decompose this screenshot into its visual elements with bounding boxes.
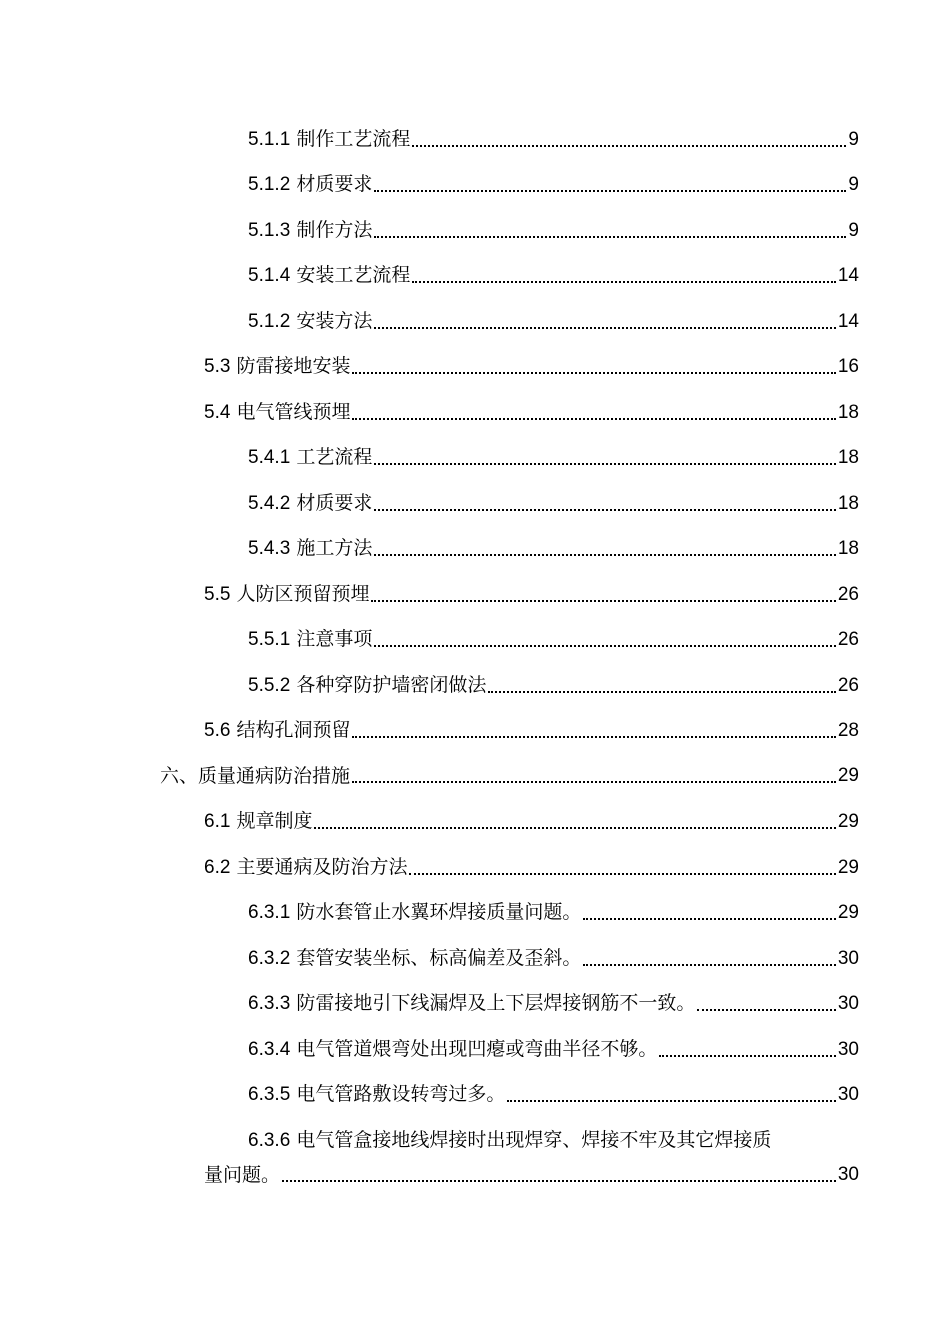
toc-entry[interactable] [248, 218, 859, 243]
toc-entry-title: 6.3.4 电气管道煨弯处出现凹瘪或弯曲半径不够。 [248, 1038, 658, 1060]
toc-entry[interactable] [248, 536, 859, 561]
toc-page-number: 28 [837, 720, 859, 741]
toc-entry[interactable] [204, 400, 859, 425]
toc-entry-title: 5.5 人防区预留预埋 [204, 583, 370, 605]
toc-entry-wrapped[interactable] [204, 1128, 859, 1187]
toc-page-number: 16 [837, 356, 859, 377]
dot-leader [352, 372, 835, 374]
toc-entry-title: 5.1.1 制作工艺流程 [248, 128, 411, 150]
dot-leader [282, 1180, 836, 1182]
toc-page-number: 29 [837, 902, 859, 923]
dot-leader [352, 418, 835, 420]
dot-leader [374, 327, 836, 329]
toc-page-number: 9 [848, 220, 859, 241]
toc-entry[interactable] [248, 673, 859, 698]
dot-leader [583, 964, 836, 966]
toc-entry-title: 5.3 防雷接地安装 [204, 355, 351, 377]
toc-entry[interactable] [204, 354, 859, 379]
toc-entry[interactable] [248, 445, 859, 470]
dot-leader [352, 736, 835, 738]
dot-leader [371, 600, 835, 602]
dot-leader [374, 554, 836, 556]
dot-leader [583, 918, 836, 920]
toc-entry[interactable] [248, 946, 859, 971]
toc-entry-title: 6.1 规章制度 [204, 810, 313, 832]
toc-entry-title: 6.3.2 套管安装坐标、标高偏差及歪斜。 [248, 947, 582, 969]
toc-entry-title: 6.3.1 防水套管止水翼环焊接质量问题。 [248, 901, 582, 923]
toc-page-number: 29 [837, 857, 859, 878]
dot-leader [697, 1009, 836, 1011]
toc-entry-title: 5.5.2 各种穿防护墙密闭做法 [248, 674, 487, 696]
dot-leader [507, 1100, 836, 1102]
toc-entry[interactable] [248, 1037, 859, 1062]
dot-leader [659, 1055, 836, 1057]
toc-page-number: 29 [837, 811, 859, 832]
dot-leader [374, 190, 846, 192]
dot-leader [374, 463, 836, 465]
toc-entry-title: 5.1.4 安装工艺流程 [248, 264, 411, 286]
toc-entry[interactable] [248, 309, 859, 334]
toc-entry-title: 5.5.1 注意事项 [248, 628, 373, 650]
toc-entry-title: 6.2 主要通病及防治方法 [204, 856, 408, 878]
toc-page-number: 18 [837, 538, 859, 559]
toc-page-number: 30 [837, 1164, 859, 1185]
toc-entry-title-continued: 量问题。 [204, 1164, 281, 1186]
toc-page-number: 9 [848, 174, 859, 195]
toc-chapter-entry[interactable] [160, 764, 859, 788]
toc-entry-title: 5.1.2 材质要求 [248, 173, 373, 195]
toc-entry-title: 5.1.2 安装方法 [248, 310, 373, 332]
toc-page-number: 14 [837, 311, 859, 332]
toc-entry-title: 5.4.1 工艺流程 [248, 446, 373, 468]
toc-entry-title: 6.3.3 防雷接地引下线漏焊及上下层焊接钢筋不一致。 [248, 992, 696, 1014]
dot-leader [374, 509, 836, 511]
toc-page-number: 14 [837, 265, 859, 286]
toc-page-number: 30 [837, 948, 859, 969]
toc-entry[interactable] [248, 263, 859, 288]
toc-page-number: 26 [837, 629, 859, 650]
toc-page-number: 29 [837, 765, 859, 786]
toc-entry[interactable] [204, 582, 859, 607]
dot-leader [352, 781, 836, 783]
toc-entry-title: 6.3.5 电气管路敷设转弯过多。 [248, 1083, 506, 1105]
toc-page-number: 30 [837, 993, 859, 1014]
toc-entry[interactable] [248, 491, 859, 516]
toc-page-number: 18 [837, 447, 859, 468]
toc-page-number: 30 [837, 1084, 859, 1105]
toc-page-number: 18 [837, 493, 859, 514]
toc-page-number: 30 [837, 1039, 859, 1060]
dot-leader [488, 691, 836, 693]
toc-entry-title: 5.6 结构孔洞预留 [204, 719, 351, 741]
toc-entry[interactable] [248, 127, 859, 152]
dot-leader [374, 236, 846, 238]
toc-entry-title: 六、质量通病防治措施 [160, 765, 351, 787]
toc-entry-title: 5.4 电气管线预埋 [204, 401, 351, 423]
toc-entry-title: 6.3.6 电气管盒接地线焊接时出现焊穿、焊接不牢及其它焊接质 [248, 1129, 772, 1151]
toc-page-number: 18 [837, 402, 859, 423]
toc-entry[interactable] [248, 627, 859, 652]
dot-leader [412, 281, 836, 283]
toc-entry-title: 5.4.2 材质要求 [248, 492, 373, 514]
dot-leader [412, 145, 846, 147]
toc-page-number: 26 [837, 584, 859, 605]
dot-leader [409, 873, 835, 875]
dot-leader [374, 645, 836, 647]
toc-entry[interactable] [248, 172, 859, 197]
toc-entry[interactable] [204, 718, 859, 743]
toc-entry[interactable] [204, 855, 859, 880]
toc-entry-title: 5.4.3 施工方法 [248, 537, 373, 559]
toc-entry[interactable] [248, 1082, 859, 1107]
toc-page-number: 9 [848, 129, 859, 150]
toc-page-number: 26 [837, 675, 859, 696]
dot-leader [314, 827, 835, 829]
toc-entry[interactable] [204, 809, 859, 834]
toc-entry[interactable] [248, 991, 859, 1016]
toc-entry[interactable] [248, 900, 859, 925]
toc-entry-title: 5.1.3 制作方法 [248, 219, 373, 241]
